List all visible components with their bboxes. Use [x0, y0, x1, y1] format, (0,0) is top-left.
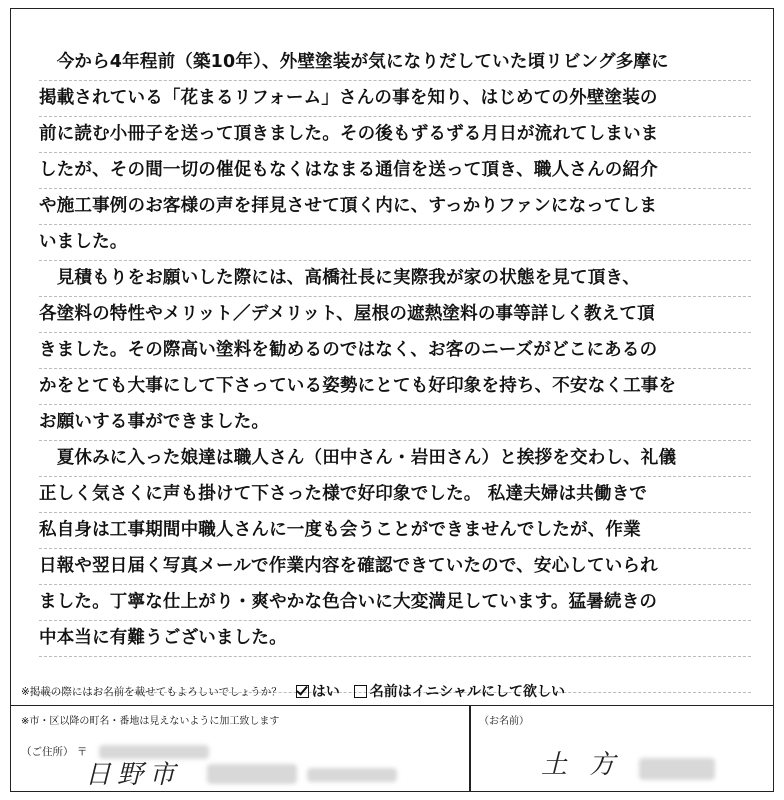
postal-mark: 〒 — [76, 746, 88, 758]
body-line: 私自身は工事期間中職人さんに一度も会うことができませんでしたが、作業 — [39, 513, 751, 549]
body-line: 前に読む小冊子を送って頂きました。その後もずるずる月日が流れてしまいま — [39, 117, 751, 153]
body-line: いました。 — [39, 225, 751, 261]
handwritten-surname: 土方 — [541, 750, 638, 780]
testimonial-sheet — [10, 8, 774, 792]
consent-option-initials[interactable] — [354, 681, 565, 701]
body-line: きました。その際高い塗料を勧めるのではなく、お客のニーズがどこにあるの — [39, 333, 751, 369]
consent-option-initials-label: 名前はイニシャルにして欲しい — [369, 684, 565, 700]
body-line: や施工事例のお客様の声を拝見させて頂く内に、すっかりファンになってしま — [39, 189, 751, 225]
body-line: 夏休みに入った娘達は職人さん（田中さん・岩田さん）と挨拶を交わし、礼儀 — [39, 441, 751, 477]
body-line: 日報や翌日届く写真メールで作業内容を確認できていたので、安心していられ — [39, 549, 751, 585]
checked-checkbox-icon[interactable] — [296, 685, 309, 698]
consent-question: ※掲載の際にはお名前を載せてもよろしいでしょうか？ — [21, 685, 282, 698]
body-line: かをとても大事にして下さっている姿勢にとても好印象を持ち、不安なく工事を — [39, 369, 751, 405]
blurred-address-block — [207, 764, 297, 784]
blurred-address-block — [307, 768, 397, 782]
body-line: 正しく気さくに声も掛けて下さった様で好印象でした。 私達夫婦は共働きで — [39, 477, 751, 513]
body-line: 見積もりをお願いした際には、高橋社長に実際我が家の状態を見て頂き、 — [39, 261, 751, 297]
privacy-note: ※市・区以降の町名・番地は見えないように加工致します — [21, 716, 280, 727]
body-line: 中本当に有難うございました。 — [39, 621, 751, 657]
customer-info-section — [11, 705, 773, 792]
blurred-given-name — [639, 758, 715, 780]
body-line: 掲載されている「花まるリフォーム」さんの事を知り、はじめての外壁塗装の — [39, 81, 751, 117]
body-line: お願いする事ができました。 — [39, 405, 751, 441]
name-label: （お名前） — [479, 716, 529, 727]
footer-divider — [469, 706, 471, 792]
consent-option-yes[interactable] — [296, 681, 340, 701]
testimonial-body — [39, 45, 751, 693]
body-line: ました。丁寧な仕上がり・爽やかな色合いに大変満足しています。猛暑続きの — [39, 585, 751, 621]
empty-checkbox-icon[interactable] — [354, 685, 367, 698]
address-label: （ご住所） — [21, 746, 74, 758]
handwritten-city: 日野市 — [85, 760, 182, 790]
body-line: したが、その間一切の催促もなくはなまる通信を送って頂き、職人さんの紹介 — [39, 153, 751, 189]
body-line: 今から4年程前（築10年）、外壁塗装が気になりだしていた頃リビング多摩に — [39, 45, 751, 81]
name-consent-row — [21, 681, 565, 701]
consent-option-yes-label: はい — [311, 684, 340, 700]
body-line: 各塗料の特性やメリット／デメリット、屋根の遮熱塗料の事等詳しく教えて頂 — [39, 297, 751, 333]
